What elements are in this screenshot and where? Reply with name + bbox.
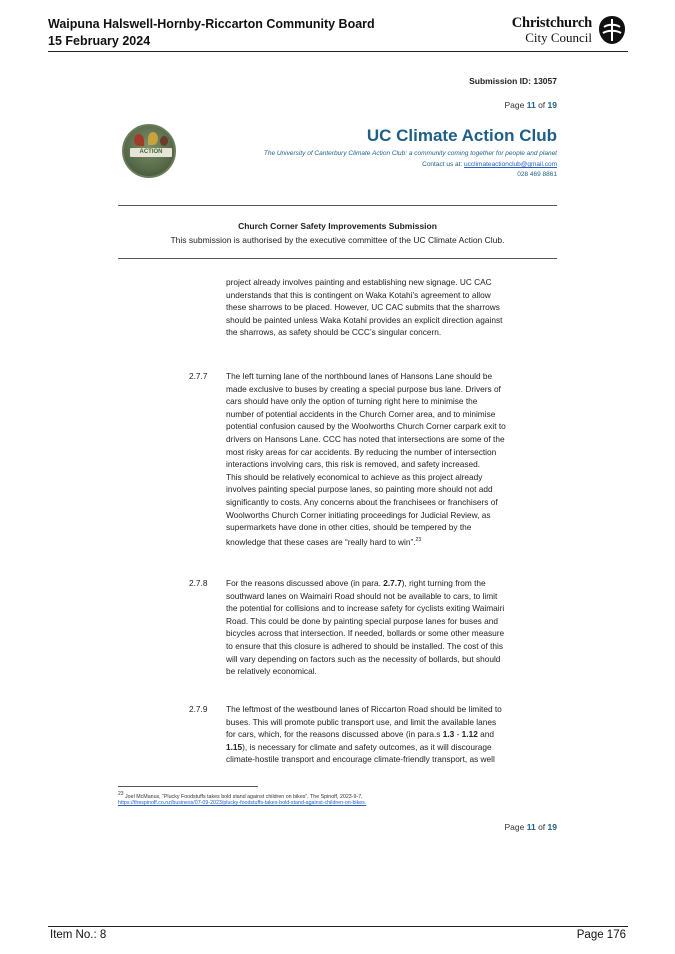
authorisation-note: This submission is authorised by the executive committee of the UC Climate Action Club. bbox=[170, 235, 505, 245]
text-line: Road. This could be done by painting special purpose lanes for buses and bbox=[226, 615, 498, 626]
contact-label: Contact us at: bbox=[422, 161, 465, 168]
text-line: the potential for collisions and to increase safety for cyclists exiting Waimairi bbox=[226, 603, 505, 614]
club-name: UC Climate Action Club bbox=[366, 126, 557, 145]
submission-id: Submission ID: 13057 bbox=[469, 76, 557, 86]
text-line: to ensure that this closure is adhered to should be installed. The cost of this bbox=[226, 640, 504, 651]
footnote-ref-23[interactable]: 23 bbox=[415, 536, 422, 543]
text-span: and bbox=[477, 729, 494, 740]
club-phone: 028 469 8861 bbox=[517, 171, 557, 178]
text-line bbox=[226, 577, 556, 590]
page-indicator-bottom bbox=[505, 822, 558, 832]
text-line: bicycles across that intersection. If needed, bollards or some other measure bbox=[226, 628, 505, 639]
para-number-2-7-7: 2.7.7 bbox=[189, 371, 208, 381]
document-title: Church Corner Safety Improvements Submission bbox=[238, 221, 437, 231]
divider-top bbox=[118, 205, 557, 206]
club-logo-text: ACTION bbox=[139, 149, 163, 155]
text-line: significantly to costs. Any concerns about the franchisees or franchisers of bbox=[226, 496, 498, 507]
footnote-divider bbox=[118, 786, 258, 787]
page-of: of bbox=[535, 100, 548, 110]
text-line: climate-hostile transport and encourage climate-friendly transport, as well bbox=[226, 754, 495, 765]
text-line: should be painted unless Waka Kotahi provides an explicit direction against bbox=[226, 314, 503, 325]
page-prefix: Page bbox=[504, 100, 527, 110]
contact-email-link[interactable]: ucclimateactionclub@gmail.com bbox=[464, 161, 557, 168]
text-line: involves painting special purpose lanes, so painting more should not add bbox=[226, 484, 493, 495]
text-line: understands that this is contingent on Waka Kotahi’s agreement to allow bbox=[226, 289, 491, 300]
paragraph-2-7-8 bbox=[226, 577, 556, 678]
text-line: The left turning lane of the northbound lanes of Hansons Lane should be bbox=[226, 371, 493, 381]
council-logo-line2: City Council bbox=[525, 30, 592, 45]
text-span: For the reasons discussed above (in para. bbox=[226, 578, 384, 588]
club-logo bbox=[122, 124, 176, 178]
club-tagline: The University of Canterbury Climate Action Club: a community coming together for people and planet bbox=[263, 150, 557, 157]
text-line: interactions involving cars, this risk is removed, and safety increased. bbox=[226, 459, 481, 470]
para-number-2-7-9: 2.7.9 bbox=[189, 704, 208, 714]
text-line: drivers on Hansons Lane. CCC has noted that intersections are some of the bbox=[226, 433, 505, 444]
text-line: This should be relatively economical to achieve as this project already bbox=[226, 471, 483, 482]
text-line: be relatively economical. bbox=[226, 666, 317, 677]
page-current: 11 bbox=[526, 822, 536, 832]
footnote-23 bbox=[118, 791, 363, 800]
text-line: potential confusion caused by the Woolworths Church Corner carpark exit to bbox=[226, 421, 506, 432]
para-reference: 1.15 bbox=[226, 741, 243, 752]
text-line: project already involves painting and establishing new signage. UC CAC bbox=[226, 277, 492, 287]
text-line: cars should have only the option of turning right here to minimise the bbox=[226, 396, 478, 407]
footnote-link[interactable] bbox=[118, 800, 366, 806]
footnote-text: Joel McManus, “Plucky Foodstuffs takes bold stand against children on bikes”, The Spinoff, 2023-9-7, bbox=[123, 793, 363, 800]
page-prefix: Page bbox=[504, 822, 527, 832]
text-line: Woolworths Church Corner initiating proceedings for Judicial Review, as bbox=[226, 509, 491, 520]
page-current: 11 bbox=[526, 100, 536, 110]
meeting-footer bbox=[48, 926, 628, 941]
text-line: number of potential accidents in the Church Corner area, and to minimise bbox=[226, 408, 496, 419]
meeting-board-name: Waipuna Halswell-Hornby-Riccarton Community Board bbox=[48, 17, 375, 31]
item-number: Item No.: 8 bbox=[50, 929, 107, 941]
para-reference: 2.7.7 bbox=[383, 578, 402, 588]
paragraph-2-7-9 bbox=[226, 703, 556, 766]
text-span: ), is necessary for climate and safety outcomes, as it will discourage bbox=[242, 741, 492, 752]
page-of: of bbox=[535, 822, 548, 832]
text-line: the sharrows, as safety should be CCC’s singular concern. bbox=[226, 327, 442, 338]
page-total: 19 bbox=[547, 822, 557, 832]
divider-bottom bbox=[118, 258, 557, 259]
agenda-page-number: Page 176 bbox=[576, 929, 626, 941]
text-span: ), right turning from the bbox=[401, 578, 486, 588]
text-line: southward lanes on Waimairi Road should not be available to cars, to limit bbox=[226, 590, 498, 601]
page-indicator-top bbox=[505, 100, 558, 110]
footnote-url[interactable]: https://thespinoff.co.nz/business/07-09-2023/plucky-foodstuffs-takes-bold-stand-against-children-on-bikes bbox=[118, 800, 365, 806]
text-line: buses. This will promote public transport use, and limit the available lanes bbox=[226, 716, 497, 727]
text-line-content: knowledge that these cases are “really hard to win”. bbox=[226, 536, 416, 547]
para-reference: 1.12 bbox=[461, 729, 478, 740]
text-line: The leftmost of the westbound lanes of Riccarton Road should be limited to bbox=[226, 704, 502, 714]
para-reference: 1.3 bbox=[442, 729, 455, 740]
footnote-number: 23 bbox=[118, 791, 124, 797]
text-line: these sharrows to be placed. However, UC CAC submits that the sharrows bbox=[226, 302, 500, 313]
page-total: 19 bbox=[547, 100, 557, 110]
text-line bbox=[226, 741, 556, 754]
text-line: supermarkets have done in other cities, should be tempered by the bbox=[226, 522, 472, 533]
text-span: for cars, which, for the reasons discussed above (in para.s bbox=[226, 729, 443, 740]
para-number-2-7-8: 2.7.8 bbox=[189, 578, 208, 588]
intro-paragraph bbox=[226, 276, 556, 339]
text-span: . bbox=[364, 800, 367, 806]
meeting-date: 15 February 2024 bbox=[48, 34, 151, 48]
text-line: most risky areas for car accidents. By reducing the number of intersection bbox=[226, 446, 497, 457]
text-span: - bbox=[454, 729, 462, 740]
club-contact bbox=[422, 161, 557, 168]
text-line: will vary depending on factors such as the necessity of bollards, but should bbox=[226, 653, 501, 664]
text-line bbox=[226, 534, 556, 548]
paragraph-2-7-7 bbox=[226, 370, 556, 548]
text-line: made exclusive to buses by creating a special purpose bus lane. Drivers of bbox=[226, 383, 501, 394]
council-logo-line1: Christchurch bbox=[511, 15, 592, 31]
text-line bbox=[226, 728, 556, 741]
